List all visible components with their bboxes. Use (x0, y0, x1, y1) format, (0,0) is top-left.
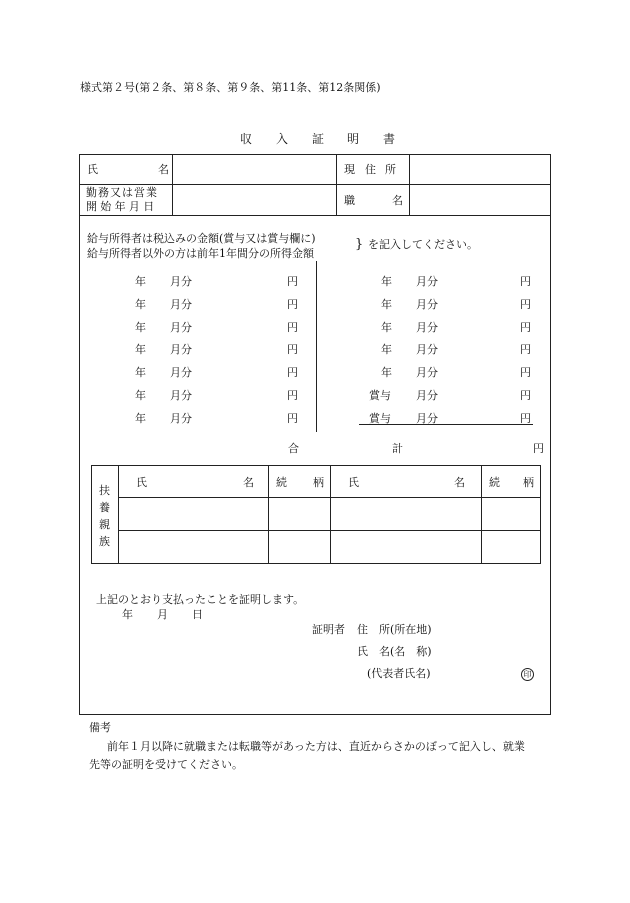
address-field[interactable] (410, 155, 550, 184)
month-row-month: 月分 (416, 321, 438, 334)
month-row-year: 年 (381, 366, 392, 379)
dep-col-name-b: 名 (243, 476, 254, 489)
total-amount-field[interactable] (330, 440, 525, 456)
certifier-label: 証明者 (312, 623, 345, 636)
month-row-yen: 円 (287, 389, 298, 402)
month-row-yen: 円 (520, 389, 531, 402)
month-row-year: 年 (135, 366, 146, 379)
month-row-yen: 円 (287, 366, 298, 379)
job-label-a: 職 (344, 194, 355, 207)
month-row-yen: 円 (287, 412, 298, 425)
dep-col-rel-b: 柄 (313, 476, 324, 489)
month-row-month: 月分 (170, 412, 192, 425)
certify-statement: 上記のとおり支払ったことを証明します。 (96, 593, 305, 606)
month-row-year: 賞与 (369, 389, 391, 402)
name-field[interactable] (173, 155, 336, 184)
month-row-yen: 円 (287, 321, 298, 334)
dep-col-rel-a: 続 (276, 476, 287, 489)
notes-heading: 備考 (89, 721, 111, 734)
dependent-name-field[interactable] (331, 498, 481, 530)
amount-field[interactable] (446, 273, 518, 289)
month-row-year: 年 (381, 275, 392, 288)
seal-icon: 印 (521, 668, 534, 681)
name-label-b: 名 (158, 163, 169, 176)
address-label-c: 所 (385, 163, 396, 176)
month-row-year: 年 (381, 343, 392, 356)
month-row-year: 賞与 (369, 412, 391, 425)
month-row-month: 月分 (170, 366, 192, 379)
amount-field[interactable] (200, 387, 285, 403)
instruction-suffix: を記入してください。 (368, 238, 478, 251)
certify-date-year: 年 (122, 608, 133, 621)
certify-date-month: 月 (157, 608, 168, 621)
dependents-side-char: 親 (99, 518, 110, 531)
dependent-relation-field[interactable] (269, 498, 330, 530)
address-label-b: 住 (365, 163, 376, 176)
month-row-month: 月分 (416, 275, 438, 288)
month-row-year: 年 (135, 343, 146, 356)
amount-field[interactable] (200, 364, 285, 380)
amount-field[interactable] (446, 296, 518, 312)
amount-field[interactable] (446, 319, 518, 335)
instruction-line-1: 給与所得者は税込みの金額(賞与又は賞与欄に) (87, 232, 316, 245)
month-row-yen: 円 (287, 275, 298, 288)
month-row-year: 年 (135, 275, 146, 288)
month-row-yen: 円 (520, 366, 531, 379)
notes-line-2: 先等の証明を受けてください。 (89, 758, 243, 771)
amount-field[interactable] (200, 273, 285, 289)
certify-date-day: 日 (192, 608, 203, 621)
job-field[interactable] (410, 185, 550, 215)
month-row-month: 月分 (416, 343, 438, 356)
month-row-month: 月分 (170, 298, 192, 311)
instruction-brace: } (355, 237, 364, 252)
month-row-yen: 円 (520, 298, 531, 311)
dependent-name-field[interactable] (331, 531, 481, 563)
month-row-month: 月分 (170, 343, 192, 356)
title-char: 明 (347, 132, 360, 146)
amount-field[interactable] (200, 341, 285, 357)
dep-col-rel-b: 柄 (523, 476, 534, 489)
name-label-a: 氏 (87, 163, 98, 176)
amount-field[interactable] (446, 364, 518, 380)
month-row-year: 年 (381, 298, 392, 311)
month-row-yen: 円 (520, 412, 531, 425)
month-row-month: 月分 (170, 321, 192, 334)
dependent-relation-field[interactable] (269, 531, 330, 563)
title-char: 入 (276, 132, 289, 146)
total-label-a: 合 (288, 442, 299, 455)
amount-field[interactable] (446, 387, 518, 403)
instruction-line-2: 給与所得者以外の方は前年1年間分の所得金額 (87, 247, 314, 260)
representative-label: (代表者氏名) (367, 667, 431, 680)
title-char: 証 (312, 132, 325, 146)
dependent-name-field[interactable] (119, 531, 268, 563)
notes-line-1: 前年１月以降に就職または転職等があった方は、直近からさかのぼって記入し、就業 (107, 740, 525, 753)
month-row-year: 年 (135, 412, 146, 425)
certifier-name-label: 氏 名(名 称) (357, 645, 432, 658)
form-reference: 様式第２号(第２条、第８条、第９条、第11条、第12条関係) (80, 81, 381, 94)
month-row-month: 月分 (416, 366, 438, 379)
dependents-side-char: 養 (99, 501, 110, 514)
work-start-field[interactable] (173, 185, 336, 215)
amount-field[interactable] (200, 319, 285, 335)
address-label-a: 現 (344, 163, 355, 176)
header-bottom (79, 215, 551, 216)
amount-field[interactable] (446, 341, 518, 357)
work-start-label-2: 開始年月日 (86, 200, 158, 213)
month-row-yen: 円 (520, 343, 531, 356)
dependent-name-field[interactable] (119, 498, 268, 530)
month-row-year: 年 (135, 389, 146, 402)
month-row-yen: 円 (287, 343, 298, 356)
amount-field[interactable] (200, 296, 285, 312)
amount-field[interactable] (446, 410, 518, 426)
dep-col-name-b: 名 (454, 476, 465, 489)
month-row-yen: 円 (520, 275, 531, 288)
amount-field[interactable] (200, 410, 285, 426)
months-divider (316, 261, 317, 432)
dependents-side-char: 族 (99, 535, 110, 548)
dependents-side-char: 扶 (99, 484, 110, 497)
month-row-year: 年 (135, 321, 146, 334)
dep-col-name-a: 氏 (136, 476, 147, 489)
month-row-year: 年 (135, 298, 146, 311)
dependent-relation-field[interactable] (482, 498, 540, 530)
certifier-address-label: 住 所(所在地) (357, 623, 432, 636)
month-row-month: 月分 (416, 298, 438, 311)
month-row-month: 月分 (416, 412, 438, 425)
month-row-year: 年 (381, 321, 392, 334)
month-row-yen: 円 (287, 298, 298, 311)
total-yen: 円 (533, 442, 544, 455)
dep-col-rel-a: 続 (489, 476, 500, 489)
title-char: 書 (383, 132, 396, 146)
month-row-month: 月分 (170, 275, 192, 288)
month-row-month: 月分 (416, 389, 438, 402)
title-char: 収 (240, 132, 253, 146)
month-row-yen: 円 (520, 321, 531, 334)
dependent-relation-field[interactable] (482, 531, 540, 563)
total-label-b: 計 (392, 442, 403, 455)
month-row-month: 月分 (170, 389, 192, 402)
dep-col-name-a: 氏 (348, 476, 359, 489)
header-col-line (336, 154, 337, 215)
job-label-b: 名 (392, 194, 403, 207)
work-start-label-1: 勤務又は営業 (86, 186, 158, 199)
